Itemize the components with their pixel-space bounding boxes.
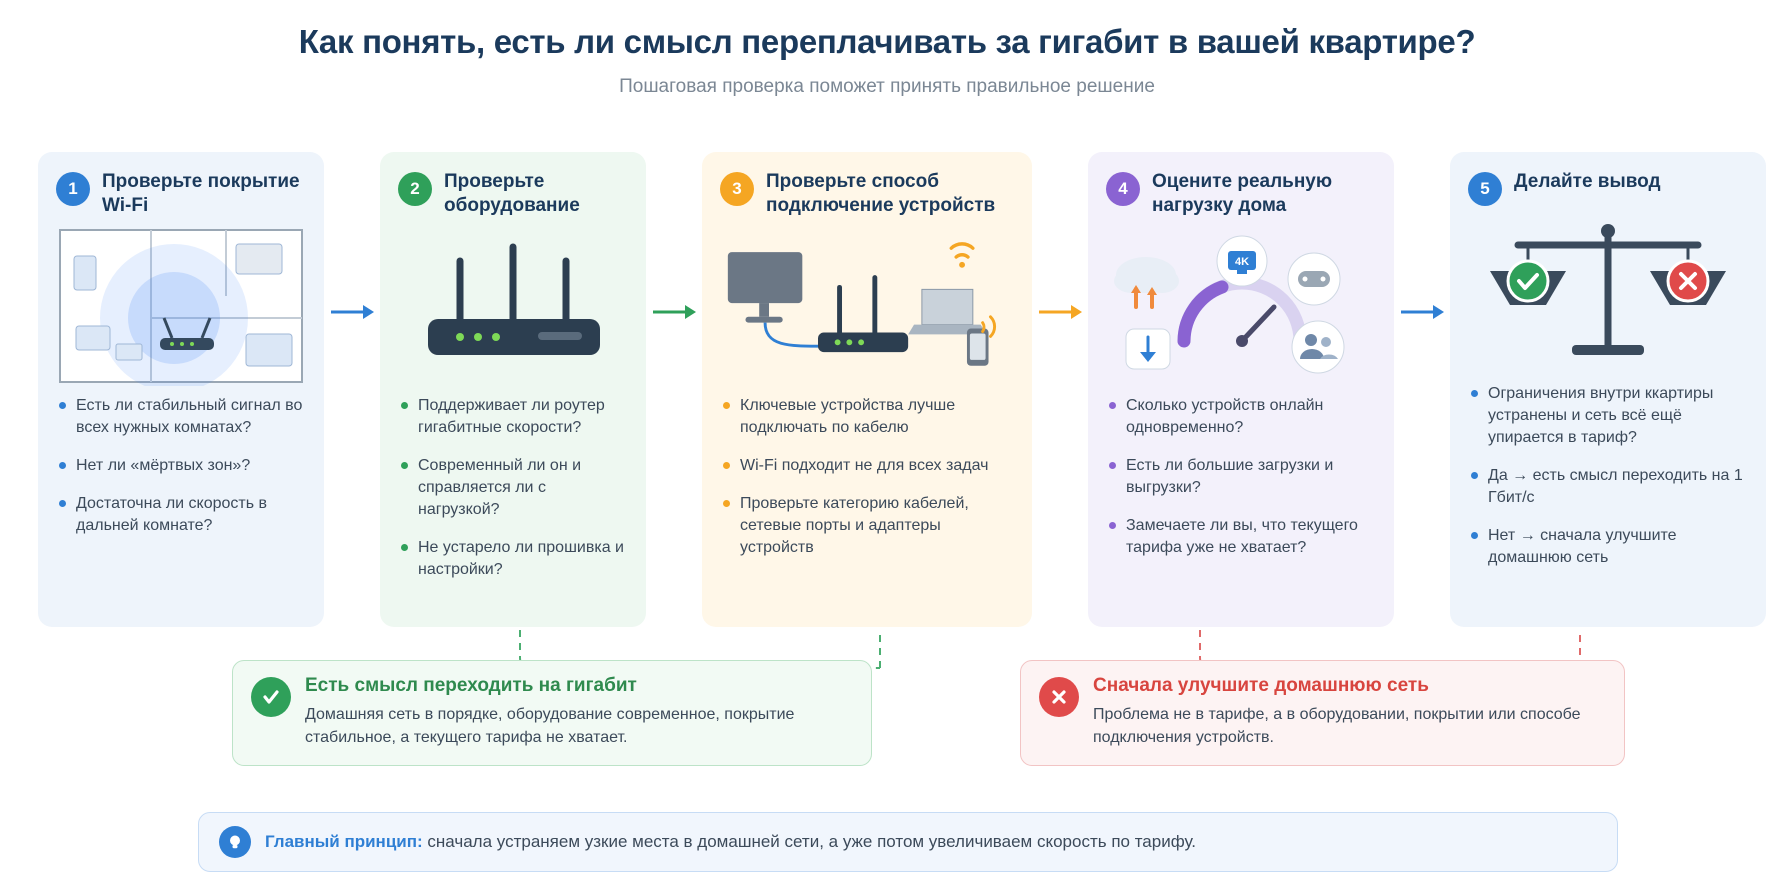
steps-row [38, 152, 1743, 627]
list-item: Да → есть смысл переходить на 1 Гбит/с [1468, 465, 1748, 509]
step-5-bullets [1468, 383, 1748, 570]
check-icon [251, 677, 291, 717]
list-item: Сколько устройств онлайн одновременно? [1106, 395, 1376, 439]
conclusion-good-title: Есть смысл переходить на гигабит [305, 675, 637, 696]
step-4-number: 4 [1106, 172, 1140, 206]
step-4-bullets [1106, 395, 1376, 559]
step-card-1 [38, 152, 324, 627]
principle-banner [198, 812, 1618, 872]
step-3-header [720, 170, 1014, 218]
floorplan-wifi-coverage-icon [56, 224, 306, 389]
list-item: Ключевые устройства лучше подключать по кабелю [720, 395, 1014, 439]
list-item: Нет ли «мёртвых зон»? [56, 455, 306, 477]
header [0, 0, 1774, 98]
load-gauge-icon [1106, 224, 1376, 389]
quality-badge-label: 4K [1234, 255, 1250, 268]
list-item: Современный ли он и справляется ли с нагрузкой? [398, 455, 628, 521]
list-item: Проверьте категорию кабелей, сетевые порты и адаптеры устройств [720, 493, 1014, 559]
list-item: Есть ли большие загрузки и выгрузки? [1106, 455, 1376, 499]
list-item: Ограничения внутри ккартиры устранены и сеть всё ещё упирается в тариф? [1468, 383, 1748, 449]
step-card-4 [1088, 152, 1394, 627]
cross-icon [1039, 677, 1079, 717]
step-1-header [56, 170, 306, 218]
step-2-title: Проверьте оборудование [444, 171, 580, 216]
step-1-bullets [56, 395, 306, 537]
arrow-2-3 [646, 302, 702, 322]
step-card-5 [1450, 152, 1766, 627]
arrow-3-4 [1032, 302, 1088, 322]
conclusion-bad-title: Сначала улучшите домашнюю сеть [1093, 675, 1429, 696]
step-4-title: Оцените реальную нагрузку дома [1152, 171, 1333, 216]
conclusion-bad [1020, 660, 1625, 766]
list-item: Есть ли стабильный сигнал во всех нужных комнатах? [56, 395, 306, 439]
step-2-bullets [398, 395, 628, 582]
devices-cable-wifi-icon [720, 224, 1014, 389]
list-item: Достаточна ли скорость в дальней комнате? [56, 493, 306, 537]
step-2-header [398, 170, 628, 218]
list-item: Замечаете ли вы, что текущего тарифа уже не хватает? [1106, 515, 1376, 559]
conclusion-good-text: Домашняя сеть в порядке, оборудование современное, покрытие стабильное, а текущего тарифа не хватает. [305, 706, 795, 747]
arrow-4-5 [1394, 302, 1450, 322]
step-3-title: Проверьте способ подключение устройств [766, 171, 996, 216]
principle-label: Главный принцип: [265, 832, 423, 851]
step-3-number: 3 [720, 172, 754, 206]
step-5-header [1468, 170, 1748, 206]
list-item: Wi-Fi подходит не для всех задач [720, 455, 1014, 477]
step-3-bullets [720, 395, 1014, 559]
arrow-1-2 [324, 302, 380, 322]
step-card-3 [702, 152, 1032, 627]
page-title: Как понять, есть ли смысл переплачивать за гигабит в вашей квартире? [298, 23, 1476, 60]
list-item: Нет → сначала улучшите домашнюю сеть [1468, 525, 1748, 569]
conclusion-bad-text: Проблема не в тарифе, а в оборудовании, покрытии или способе подключения устройств. [1093, 706, 1581, 747]
step-5-title: Делайте вывод [1514, 171, 1661, 192]
scales-icon [1468, 212, 1748, 377]
step-1-number: 1 [56, 172, 90, 206]
conclusion-good [232, 660, 872, 766]
list-item: Не устарело ли прошивка и настройки? [398, 537, 628, 581]
step-5-number: 5 [1468, 172, 1502, 206]
page-subtitle: Пошаговая проверка поможет принять правильное решение [619, 75, 1155, 97]
step-card-2 [380, 152, 646, 627]
list-item: Поддерживает ли роутер гигабитные скорости? [398, 395, 628, 439]
bulb-icon [219, 826, 251, 858]
step-4-header [1106, 170, 1376, 218]
router-icon [398, 224, 628, 389]
principle-text [265, 832, 1196, 852]
principle-body: сначала устраняем узкие места в домашней сети, а уже потом увеличиваем скорость по тарифу. [422, 832, 1197, 851]
step-2-number: 2 [398, 172, 432, 206]
step-1-title: Проверьте покрытие Wi-Fi [102, 171, 300, 216]
